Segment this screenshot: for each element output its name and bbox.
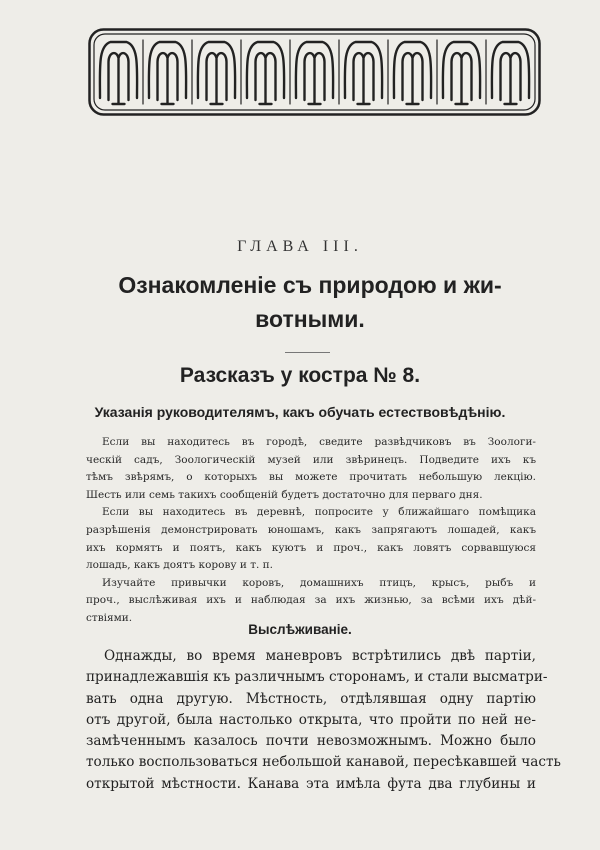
- body-line: замѣченнымъ казалось почти невозможнымъ. Можно было: [86, 733, 536, 750]
- section-title: Выслѣживаніе.: [248, 622, 352, 637]
- instructions-subtitle: Указанія руководителямъ, какъ обучать естествовѣдѣнію.: [94, 404, 506, 420]
- chapter-title-line-1: Ознакомленіе съ природою и жи-: [118, 272, 502, 298]
- instructions-line: Если вы находитесь въ городѣ, сведите развѣдчиковъ въ Зоологи-: [102, 436, 536, 448]
- body-line: отъ другой, была настолько открыта, что пройти по ней не-: [86, 711, 536, 728]
- body-line: принадлежавшія къ различнымъ сторонамъ, и стали высматри-: [86, 669, 548, 686]
- story-title: Разсказъ у костра № 8.: [179, 364, 421, 387]
- instructions-line: лошадь, какъ доятъ корову и т. п.: [86, 559, 274, 572]
- divider: [285, 352, 330, 353]
- ornament-motif: [296, 42, 333, 104]
- ornament-motif: [198, 42, 235, 104]
- art-nouveau-header-ornament-icon: [88, 28, 541, 116]
- ornament-motif: [443, 42, 480, 104]
- chapter-title: [70, 268, 550, 336]
- instructions-line: разрѣшенія демонстрировать юношамъ, какъ запрягаютъ лошадей, какъ: [86, 523, 536, 536]
- ornament-motif: [492, 42, 529, 104]
- ornament-motif: [149, 42, 186, 104]
- instructions-line: ихъ кормятъ и поятъ, какъ куютъ и проч., какъ ловятъ сорвавшуюся: [86, 541, 536, 554]
- body-line: вать одна другую. Мѣстность, отдѣлявшая одну партію: [86, 690, 536, 707]
- instructions-line: Если вы находитесь въ деревнѣ, попросите у ближайшаго помѣщика: [102, 506, 536, 519]
- body-text: [86, 646, 561, 795]
- ornament-motif: [394, 42, 431, 104]
- body-line: только воспользоваться небольшой канавой, пересѣкавшей часть: [86, 754, 561, 771]
- instructions-line: проч., выслѣживая ихъ и наблюдая за ихъ жизнью, за всѣми ихъ дѣй-: [86, 594, 536, 607]
- chapter-title-line-2: вотными.: [255, 306, 365, 332]
- instructions-line: Изучайте привычки коровъ, домашнихъ птицъ, крысъ, рыбъ и: [102, 576, 536, 589]
- ornament-motif: [345, 42, 382, 104]
- ornament-motif: [100, 42, 137, 104]
- instructions-line: Шесть или семь такихъ сообщеній будетъ достаточно для перваго дня.: [86, 488, 483, 501]
- instructions-line: ческій садъ, Зоологическій музей или звѣринецъ. Подведите ихъ къ: [86, 453, 536, 466]
- chapter-number: ГЛАВА III.: [237, 238, 363, 255]
- instructions-line: тѣмъ звѣрямъ, о которыхъ вы можете прочитать небольшую лекцію.: [86, 471, 536, 484]
- body-line: открытой мѣстности. Канава эта имѣла фута два глубины и: [86, 775, 536, 792]
- body-line: Однажды, во время маневровъ встрѣтились двѣ партіи,: [104, 648, 536, 664]
- instructions-line: ствіями.: [86, 611, 133, 624]
- ornament-motif: [247, 42, 284, 104]
- instructions-text: [86, 434, 536, 628]
